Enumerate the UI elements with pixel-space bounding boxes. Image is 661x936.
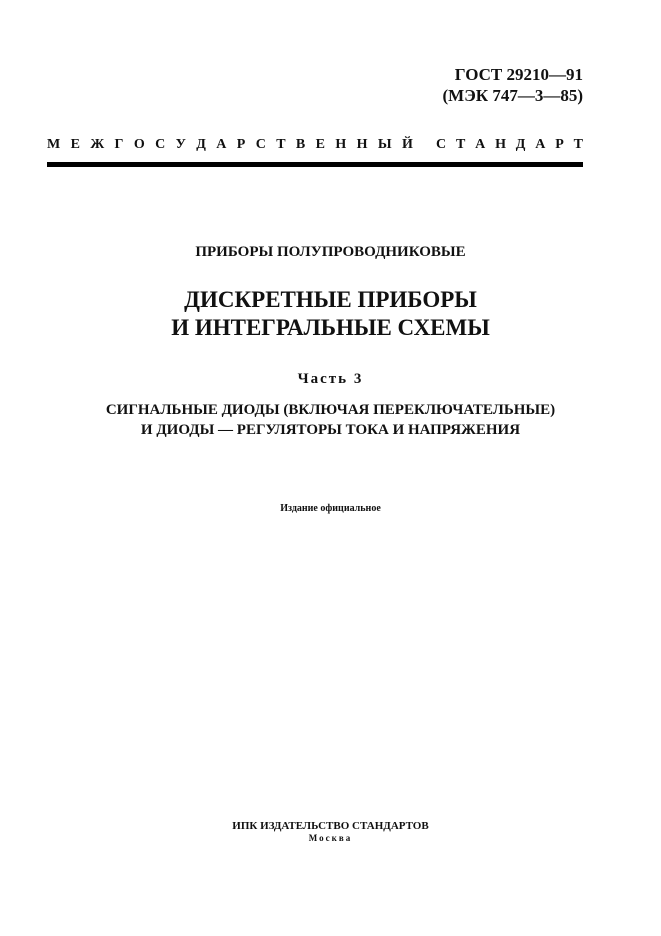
standard-type-word-standard: С Т А Н Д А Р Т bbox=[436, 137, 583, 152]
document-identifier bbox=[443, 64, 583, 106]
standard-type-heading bbox=[47, 136, 583, 154]
part-title-line-1: СИГНАЛЬНЫЕ ДИОДЫ (ВКЛЮЧАЯ ПЕРЕКЛЮЧАТЕЛЬНЫЕ) bbox=[105, 402, 556, 418]
part-title-line-2: И ДИОДЫ — РЕГУЛЯТОРЫ ТОКА И НАПРЯЖЕНИЯ bbox=[140, 422, 521, 438]
horizontal-rule bbox=[47, 162, 583, 167]
title-line-1: ДИСКРЕТНЫЕ ПРИБОРЫ bbox=[184, 287, 477, 312]
edition-note: Издание официальное bbox=[280, 503, 381, 514]
publisher-name: ИПК ИЗДАТЕЛЬСТВО СТАНДАРТОВ bbox=[232, 820, 429, 832]
document-subtitle: ПРИБОРЫ ПОЛУПРОВОДНИКОВЫЕ bbox=[195, 244, 466, 260]
publisher-city: Москва bbox=[308, 833, 353, 843]
document-title bbox=[0, 286, 661, 342]
part-label: Часть 3 bbox=[297, 371, 364, 387]
standard-type-word-interstate: М Е Ж Г О С У Д А Р С Т В Е Н Н Ы Й bbox=[47, 137, 413, 152]
part-title bbox=[0, 400, 661, 440]
gost-number: ГОСТ 29210—91 bbox=[454, 65, 583, 84]
iec-number: (МЭК 747—3—85) bbox=[442, 86, 583, 105]
title-line-2: И ИНТЕГРАЛЬНЫЕ СХЕМЫ bbox=[171, 315, 490, 340]
